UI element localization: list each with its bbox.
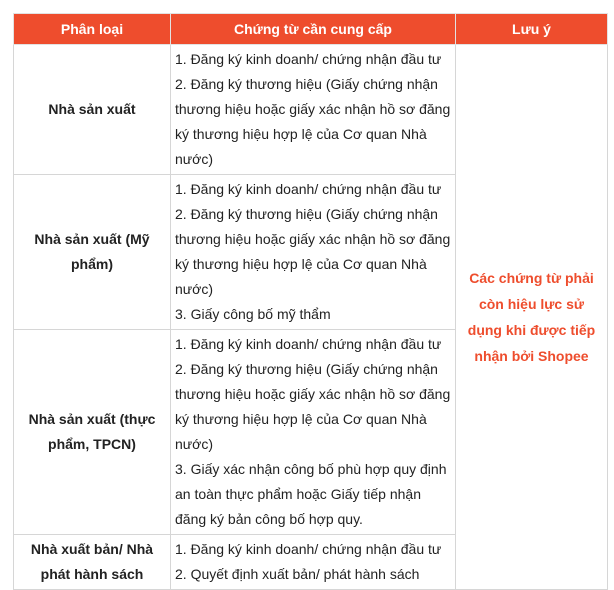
document-item: 2. Quyết định xuất bản/ phát hành sách bbox=[175, 566, 420, 582]
header-category: Phân loại bbox=[14, 14, 171, 45]
row-documents bbox=[171, 535, 456, 590]
document-item: 1. Đăng ký kinh doanh/ chứng nhận đầu tư bbox=[175, 51, 442, 67]
header-documents: Chứng từ cần cung cấp bbox=[171, 14, 456, 45]
row-documents bbox=[171, 175, 456, 330]
documents-table bbox=[13, 13, 608, 590]
table-row bbox=[14, 45, 608, 175]
document-item: 1. Đăng ký kinh doanh/ chứng nhận đầu tư bbox=[175, 541, 442, 557]
row-category: Nhà sản xuất (Mỹ phẩm) bbox=[14, 175, 171, 330]
document-item: 2. Đăng ký thương hiệu (Giấy chứng nhận thương hiệu hoặc giấy xác nhận hồ sơ đăng ký thương hiệu hợp lệ của Cơ quan Nhà nước) bbox=[175, 76, 451, 167]
document-item: 1. Đăng ký kinh doanh/ chứng nhận đầu tư bbox=[175, 336, 442, 352]
note-cell bbox=[456, 45, 608, 590]
row-documents bbox=[171, 45, 456, 175]
row-category: Nhà sản xuất bbox=[14, 45, 171, 175]
document-item: 2. Đăng ký thương hiệu (Giấy chứng nhận thương hiệu hoặc giấy xác nhận hồ sơ đăng ký thương hiệu hợp lệ của Cơ quan Nhà nước) bbox=[175, 361, 451, 452]
table-header-row bbox=[14, 14, 608, 45]
document-item: 1. Đăng ký kinh doanh/ chứng nhận đầu tư bbox=[175, 181, 442, 197]
document-item: 3. Giấy công bố mỹ thẩm bbox=[175, 306, 331, 322]
document-item: 2. Đăng ký thương hiệu (Giấy chứng nhận thương hiệu hoặc giấy xác nhận hồ sơ đăng ký thương hiệu hợp lệ của Cơ quan Nhà nước) bbox=[175, 206, 451, 297]
document-item: 3. Giấy xác nhận công bố phù hợp quy định an toàn thực phẩm hoặc Giấy tiếp nhận đăng ký bản công bố hợp quy. bbox=[175, 461, 447, 527]
row-category: Nhà sản xuất (thực phẩm, TPCN) bbox=[14, 330, 171, 535]
header-note: Lưu ý bbox=[456, 14, 608, 45]
row-documents bbox=[171, 330, 456, 535]
row-category: Nhà xuất bản/ Nhà phát hành sách bbox=[14, 535, 171, 590]
note-text: Các chứng từ phải còn hiệu lực sử dụng khi được tiếp nhận bởi Shopee bbox=[467, 270, 596, 364]
